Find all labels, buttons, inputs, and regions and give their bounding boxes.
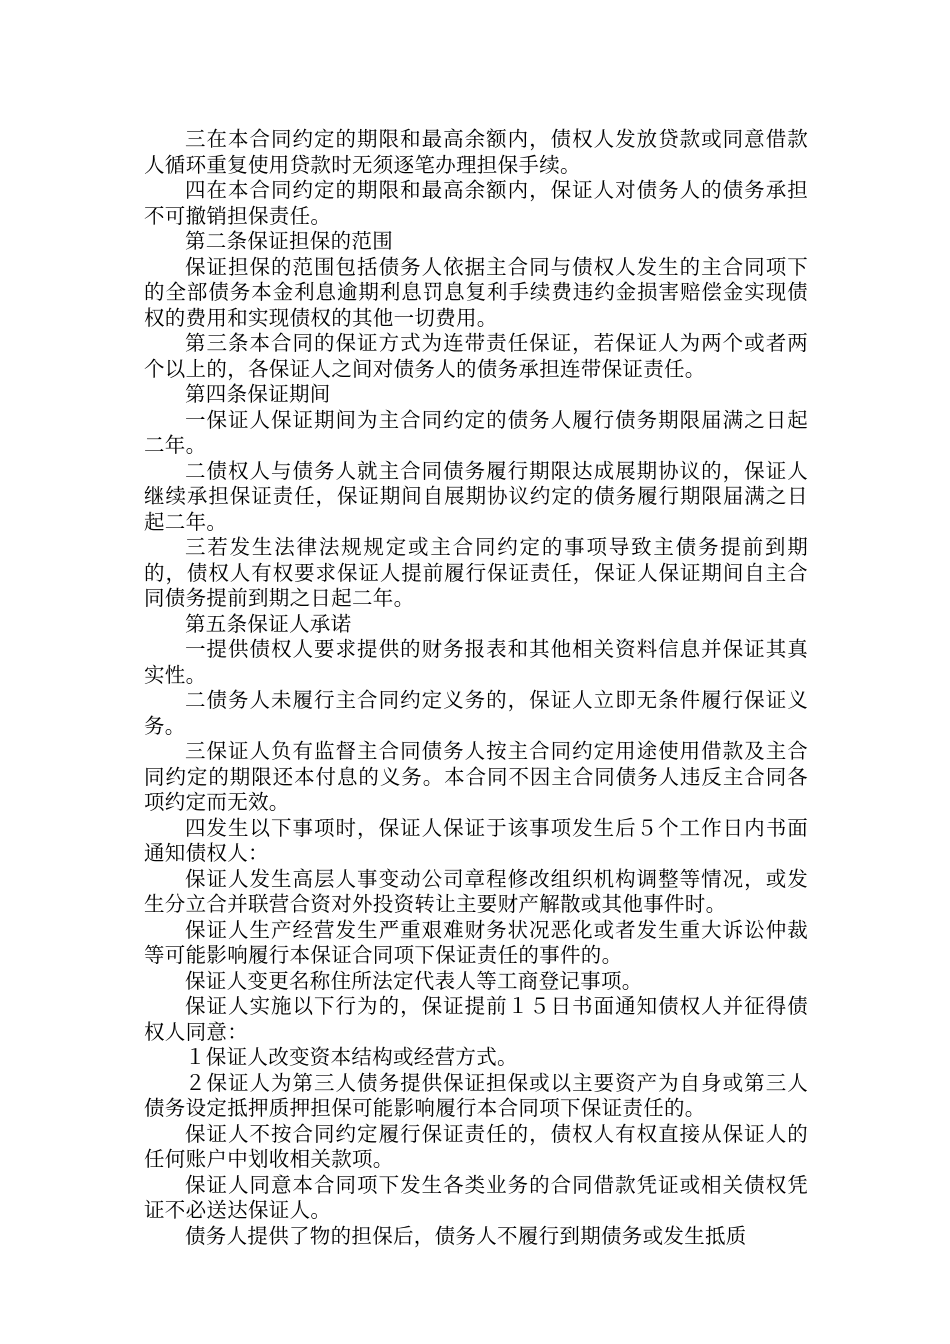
clause-paragraph: 保证人实施以下行为的，保证提前１５日书面通知债权人并征得债权人同意： [144,994,808,1044]
section-heading: 第二条保证担保的范围 [185,229,393,253]
clause-paragraph: 三在本合同约定的期限和最高余额内，债权人发放贷款或同意借款人循环重复使用贷款时无须逐笔办理担保手续。 [144,127,808,177]
clause-paragraph: 二债务人未履行主合同约定义务的，保证人立即无条件履行保证义务。 [144,688,808,738]
document-body [144,127,808,1249]
clause-paragraph: 保证人变更名称住所法定代表人等工商登记事项。 [185,968,643,993]
clause-paragraph: 一提供债权人要求提供的财务报表和其他相关资料信息并保证其真实性。 [144,637,808,687]
clause-paragraph: 三保证人负有监督主合同债务人按主合同约定用途使用借款及主合同约定的期限还本付息的义务。本合同不因主合同债务人违反主合同各项约定而无效。 [144,739,808,814]
clause-paragraph: 一保证人保证期间为主合同约定的债务人履行债务期限届满之日起二年。 [144,407,808,457]
clause-paragraph: 保证人同意本合同项下发生各类业务的合同借款凭证或相关债权凭证不必送达保证人。 [144,1172,808,1222]
section-heading: 第五条保证人承诺 [185,611,352,636]
clause-paragraph: 保证担保的范围包括债务人依据主合同与债权人发生的主合同项下的全部债务本金利息逾期利息罚息复利手续费违约金损害赔偿金实现债权的费用和实现债权的其他一切费用。 [144,254,808,330]
clause-paragraph: 四发生以下事项时，保证人保证于该事项发生后５个工作日内书面通知债权人： [144,815,808,865]
clause-paragraph: 债务人提供了物的担保后，债务人不履行到期债务或发生抵质 [185,1223,747,1248]
clause-paragraph: 第三条本合同的保证方式为连带责任保证，若保证人为两个或者两个以上的，各保证人之间对债务人的债务承担连带保证责任。 [144,331,808,381]
clause-paragraph: 保证人不按合同约定履行保证责任的，债权人有权直接从保证人的任何账户中划收相关款项。 [144,1121,808,1171]
clause-paragraph: ２保证人为第三人债务提供保证担保或以主要资产为自身或第三人债务设定抵押质押担保可能影响履行本合同项下保证责任的。 [144,1070,808,1120]
clause-paragraph: 四在本合同约定的期限和最高余额内，保证人对债务人的债务承担不可撤销担保责任。 [144,178,808,228]
clause-paragraph: 三若发生法律法规规定或主合同约定的事项导致主债务提前到期的，债权人有权要求保证人提前履行保证责任，保证人保证期间自主合同债务提前到期之日起二年。 [144,535,808,610]
clause-paragraph: 保证人生产经营发生严重艰难财务状况恶化或者发生重大诉讼仲裁等可能影响履行本保证合同项下保证责任的事件的。 [144,917,808,967]
section-heading: 第四条保证期间 [185,382,331,406]
clause-paragraph: 保证人发生高层人事变动公司章程修改组织机构调整等情况，或发生分立合并联营合资对外投资转让主要财产解散或其他事件时。 [144,866,808,916]
clause-paragraph: 二债权人与债务人就主合同债务履行期限达成展期协议的，保证人继续承担保证责任，保证期间自展期协议约定的债务履行期限届满之日起二年。 [144,458,808,534]
clause-paragraph: １保证人改变资本结构或经营方式。 [185,1045,518,1069]
